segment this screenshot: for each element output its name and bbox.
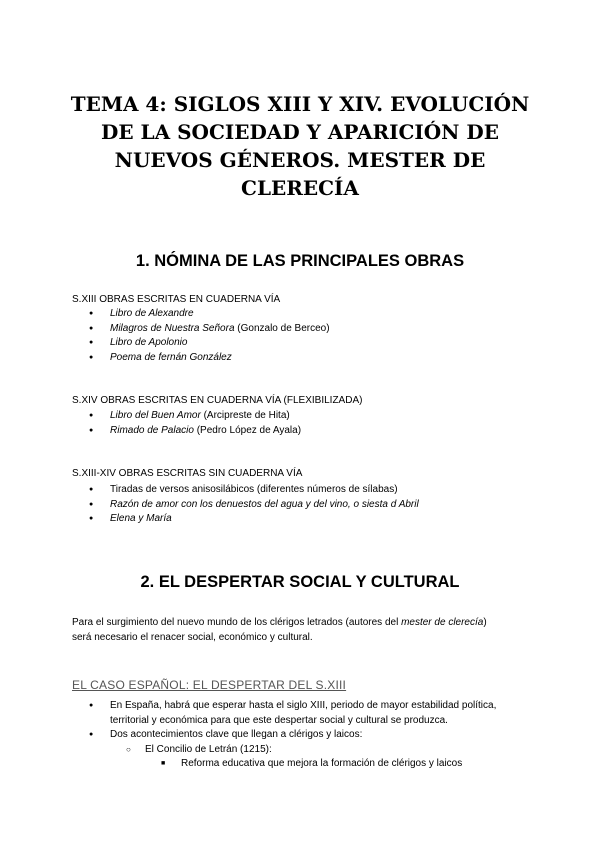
section-2-list bbox=[72, 699, 512, 772]
work-author: (Gonzalo de Berceo) bbox=[237, 322, 330, 334]
section-2-heading: 2. EL DESPERTAR SOCIAL Y CULTURAL bbox=[140, 573, 460, 591]
group-1-list bbox=[72, 307, 330, 365]
subsection-heading: EL CASO ESPAÑOL: EL DESPERTAR DEL S.XIII bbox=[72, 678, 347, 692]
work-title: Rimado de Palacio bbox=[110, 424, 194, 436]
emphasis-term: mester de clerecía bbox=[401, 617, 484, 628]
work-author: (Pedro López de Ayala) bbox=[196, 424, 302, 436]
sub-sub-list-item: ■ Reforma educativa que mejora la formación de clérigos y laicos bbox=[145, 757, 512, 772]
section-1-heading: 1. NÓMINA DE LAS PRINCIPALES OBRAS bbox=[135, 252, 465, 270]
document-title: TEMA 4: SIGLOS XIII Y XIV. EVOLUCIÓN DE LA SOCIEDAD Y APARICIÓN DE NUEVOS GÉNEROS. MESTER DE CLERECÍA bbox=[70, 92, 530, 200]
list-item-text: Tiradas de versos anisosilábicos (diferentes números de sílabas) bbox=[110, 484, 398, 495]
group-2-list bbox=[72, 409, 301, 438]
list-item bbox=[72, 307, 330, 322]
work-title: Libro del Buen Amor bbox=[110, 410, 201, 421]
list-item bbox=[72, 424, 301, 439]
group-2-label: S.XIV OBRAS ESCRITAS EN CUADERNA VÍA (FLEXIBILIZADA) bbox=[72, 395, 363, 406]
sub-list bbox=[110, 743, 512, 772]
list-item bbox=[72, 322, 330, 337]
sub-list-item: ○ El Concilio de Letrán (1215): ■ Reforma educativa que mejora la formación de clérigos y laicos bbox=[110, 743, 512, 772]
list-item: ● En España, habrá que esperar hasta el siglo XIII, periodo de mayor estabilidad política, territorial y económica para que este despertar social y cultural se produzca. bbox=[72, 699, 512, 728]
list-item bbox=[72, 336, 330, 351]
intro-paragraph: Para el surgimiento del nuevo mundo de los clérigos letrados (autores del mester de clerecía) será necesario el renacer social, económico y cultural. bbox=[72, 617, 487, 643]
work-title: Poema de fernán González bbox=[110, 351, 232, 363]
work-title: Razón de amor con los denuestos del agua y del vino, o siesta d Abril bbox=[110, 498, 419, 510]
work-title: Libro de Alexandre bbox=[110, 308, 194, 319]
sub-sub-list bbox=[145, 757, 512, 772]
group-1-label: S.XIII OBRAS ESCRITAS EN CUADERNA VÍA bbox=[72, 294, 281, 305]
list-item bbox=[72, 351, 330, 366]
work-title: Milagros de Nuestra Señora bbox=[110, 322, 235, 334]
work-title: Elena y María bbox=[110, 513, 172, 524]
list-item bbox=[72, 498, 419, 513]
list-item: ● Dos acontecimientos clave que llegan a clérigos y laicos: ○ El Concilio de Letrán (1215): ■ Reforma educativa que mejora la formación de clérigos y laicos bbox=[72, 728, 512, 772]
list-item bbox=[72, 409, 301, 424]
group-3-list bbox=[72, 483, 419, 527]
work-title: Libro de Apolonio bbox=[110, 337, 188, 348]
list-item bbox=[72, 483, 419, 498]
list-item bbox=[72, 512, 419, 527]
work-author: (Arcipreste de Hita) bbox=[203, 410, 290, 421]
group-3-label: S.XIII-XIV OBRAS ESCRITAS SIN CUADERNA VÍA bbox=[72, 468, 303, 479]
